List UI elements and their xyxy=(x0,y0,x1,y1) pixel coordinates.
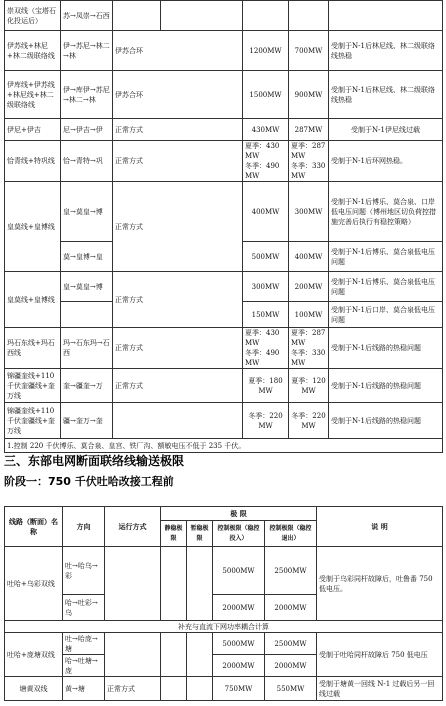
header-direction: 方向 xyxy=(63,507,105,547)
direction: 伊→苏尼→林二→林 xyxy=(61,31,113,71)
direction: 哈→吐彩→乌 xyxy=(63,595,105,621)
control-in-value: 2000MW xyxy=(213,595,265,621)
table-row xyxy=(5,119,443,141)
line-name: 皇莫线+皇博线 xyxy=(5,272,61,328)
line-name: 恰青线+特巩线 xyxy=(5,141,61,182)
limit-value: 1200MW xyxy=(243,31,289,71)
line-name: 伊库线+伊苏线+林尼线+林二级联络线 xyxy=(5,71,61,119)
direction: 哈→吐塘→庞 xyxy=(63,655,105,677)
control-out-value: 2500MW xyxy=(265,547,317,595)
direction: 莫→皇博→皇 xyxy=(61,242,113,272)
control-out-value: 2500MW xyxy=(265,633,317,655)
run-mode: 伊苏合环 xyxy=(113,71,243,119)
table-span-row xyxy=(5,621,443,633)
line-name: 伊苏线+林尼+林二级联络线 xyxy=(5,31,61,71)
table-footnote-row xyxy=(5,439,443,453)
header-line-name: 线路（断面）名称 xyxy=(5,507,63,547)
header-run-mode: 运行方式 xyxy=(105,507,161,547)
limit-value: 500MW xyxy=(243,242,289,272)
header-limits: 极 限 xyxy=(161,507,317,521)
direction: 苏→凤崇→石西 xyxy=(61,1,113,31)
section-heading: 三、东部电网断面联络线输送极限 xyxy=(4,454,185,468)
control-in-value: 5000MW xyxy=(213,633,265,655)
table-row xyxy=(5,403,443,439)
control-value: 900MW xyxy=(289,71,329,119)
footnote: 1.控制 220 千伏博乐、莫合泉、皇宫、铁厂沟、额敏电压不低于 235 千伏。 xyxy=(5,439,443,453)
line-name: 吐哈+庞塘双线 xyxy=(5,633,63,677)
table-row xyxy=(5,677,443,701)
note: 受制于吐哈同杆故障后 750 低电压 xyxy=(317,633,443,677)
control-out-value: 2000MW xyxy=(265,655,317,677)
line-name: 皇莫线+皇博线 xyxy=(5,182,61,272)
limit-value: 冬季：220MW xyxy=(243,403,289,439)
run-mode: 正常方式 xyxy=(113,272,243,328)
note: 受制于N-1后博乐、莫合泉、口岸低电压问题（博州地区切负荷控措施完善后执行有稳控策略） xyxy=(329,182,443,242)
direction: 吐→哈乌→彩 xyxy=(63,547,105,595)
note: 受制于N-1伊尼线过载 xyxy=(329,119,443,141)
table-row xyxy=(5,633,443,655)
line-name: 玛石东线+玛石西线 xyxy=(5,328,61,369)
table-row xyxy=(5,369,443,403)
table-row xyxy=(5,272,443,302)
control-value: 287MW xyxy=(289,119,329,141)
header-control-in: 控制极限（稳控投入） xyxy=(213,521,265,547)
note: 受制于N-1后林尼线、林二级联络线热稳 xyxy=(329,71,443,119)
upper-limits-table xyxy=(4,0,443,453)
note: 受制于N-1后线路的热稳问题 xyxy=(329,328,443,369)
note: 受制于N-1后口岸、莫合泉低电压问题 xyxy=(329,302,443,328)
control-in-value: 2000MW xyxy=(213,655,265,677)
control-value: 100MW xyxy=(289,302,329,328)
direction: 伊→库伊→苏尼→林二→林 xyxy=(61,71,113,119)
line-name: 锦疆奎线+110千伏奎疆线+奎万线 xyxy=(5,403,61,439)
table-row xyxy=(5,1,443,31)
table-row xyxy=(5,31,443,71)
direction: 奎→疆奎→万 xyxy=(61,369,113,403)
limit-value: 夏季：430MW 冬季：490MW xyxy=(243,141,289,182)
run-mode: 正常方式 xyxy=(105,677,161,701)
control-value: 夏季：287MW 冬季：330MW xyxy=(289,141,329,182)
control-out-value: 550MW xyxy=(265,677,317,701)
control-value: 夏季：287MW 冬季：330MW xyxy=(289,328,329,369)
note: 受制于N-1后博乐、莫合泉低电压问题 xyxy=(329,272,443,302)
run-mode: 正常方式 xyxy=(113,369,243,403)
note: 受制于N-1后博乐、莫合泉低电压问题 xyxy=(329,242,443,272)
control-value: 400MW xyxy=(289,242,329,272)
line-name: 崇双线（宝塔石化投运后） xyxy=(5,1,61,31)
direction: 玛→石东玛→石西 xyxy=(61,328,113,369)
note: 受制于N-1后线路的热稳问题 xyxy=(329,403,443,439)
limit-value: 夏季：430MW 冬季：490MW xyxy=(243,328,289,369)
run-mode: 伊苏合环 xyxy=(113,31,243,71)
limit-value: 1500MW xyxy=(243,71,289,119)
table-row xyxy=(5,547,443,595)
stage-heading: 阶段一：750 千伏吐哈改接工程前 xyxy=(4,475,174,488)
direction: 恰→青特→巩 xyxy=(61,141,113,182)
note: 受制于N-1后环网热稳。 xyxy=(329,141,443,182)
header-note: 说 明 xyxy=(317,507,443,547)
table-row xyxy=(5,182,443,242)
direction: 吐→哈庞→塘 xyxy=(63,633,105,655)
run-mode: 正常方式 xyxy=(113,328,243,369)
run-mode: 正常方式 xyxy=(113,182,243,272)
note: 受制于塘黄一回线 N-1 过载后另一回线过载 xyxy=(317,677,443,701)
note: 受制于乌彩同杆故障后，吐鲁番 750 低电压。 xyxy=(317,547,443,621)
line-name: 吐哈+乌彩双线 xyxy=(5,547,63,621)
control-value: 200MW xyxy=(289,272,329,302)
control-out-value: 2000MW xyxy=(265,595,317,621)
limit-value: 夏季：180MW xyxy=(243,369,289,403)
run-mode: 正常方式 xyxy=(113,141,243,182)
run-mode: 正常方式 xyxy=(113,119,243,141)
limit-value: 430MW xyxy=(243,119,289,141)
limit-value: 150MW xyxy=(243,302,289,328)
limit-value: 300MW xyxy=(243,272,289,302)
table-row xyxy=(5,71,443,119)
table-header-row xyxy=(5,507,443,521)
limit-value: 400MW xyxy=(243,182,289,242)
direction: 疆→奎万→奎 xyxy=(61,403,113,439)
line-name: 锦疆奎线+110千伏奎疆线+奎万线 xyxy=(5,369,61,403)
table-row xyxy=(5,328,443,369)
direction: 黄→塘 xyxy=(63,677,105,701)
control-value: 300MW xyxy=(289,182,329,242)
control-value: 700MW xyxy=(289,31,329,71)
line-name: 塘黄双线 xyxy=(5,677,63,701)
control-value: 夏季：120MW xyxy=(289,369,329,403)
header-transient-limit: 暂稳极限 xyxy=(187,521,213,547)
direction: 尼→伊吉→伊 xyxy=(61,119,113,141)
note: 受制于N-1后线路的热稳问题 xyxy=(329,369,443,403)
header-static-limit: 静稳极限 xyxy=(161,521,187,547)
note: 受制于N-1后林尼线、林二级联络线热稳 xyxy=(329,31,443,71)
direction: 皇→莫皇→博 xyxy=(61,272,113,302)
line-name: 伊尼+伊吉 xyxy=(5,119,61,141)
control-value: 冬季：220MW xyxy=(289,403,329,439)
east-grid-limits-table xyxy=(4,506,443,701)
coupling-note: 补充与直流下网功率耦合计算 xyxy=(5,621,443,633)
control-in-value: 750MW xyxy=(213,677,265,701)
direction: 皇→莫皇→博 xyxy=(61,182,113,242)
table-row xyxy=(5,141,443,182)
header-control-out: 控制极限（稳控退出） xyxy=(265,521,317,547)
control-in-value: 5000MW xyxy=(213,547,265,595)
